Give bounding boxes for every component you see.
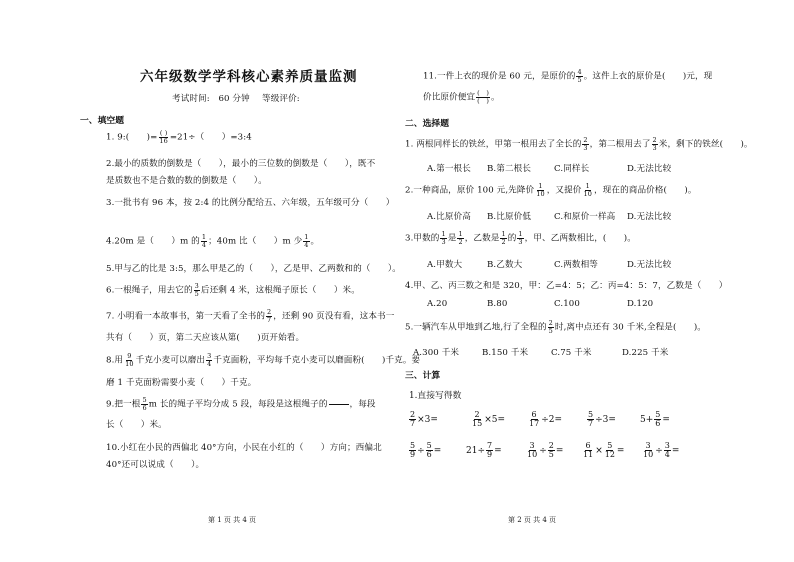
question-6: 6.一根绳子，用去它的 $\frac{3}{5}$ 后还剩 4 米，这根绳子原长（ ）米。	[106, 282, 360, 298]
choice-3-option-a[interactable]: A.甲数大	[427, 260, 463, 270]
calc-1-5: 5+ $\frac{5}{6}$ =	[640, 410, 670, 428]
question-7-line-2: 共有（ ）页，第二天应该从第( )页开始看。	[106, 333, 305, 343]
choice-2-option-d[interactable]: D.无法比较	[627, 212, 672, 222]
exam-time: 考试时间: 60 分钟	[172, 94, 250, 104]
question-7-line-1: 7. 小明看一本故事书，第一天看了全书的 $\frac{2}{7}$ ，还剩 90 页没有看，这本书一	[106, 308, 395, 324]
choice-5-option-d[interactable]: D.225 千米	[622, 348, 669, 358]
calc-2-5: $\frac{3}{10}$ ÷ $\frac{3}{4}$ =	[643, 441, 680, 459]
choice-4: 4.甲、乙、丙三数之和是 320，甲：乙=4：5；乙：丙=4：5：7，乙数是（ ）	[405, 281, 728, 291]
choice-5-option-a[interactable]: A.300 千米	[413, 348, 460, 358]
choice-2-option-c[interactable]: C.和原价一样高	[554, 212, 616, 222]
question-11-line-2: 价比原价便宜 $\frac{( )}{( )}$ 。	[423, 89, 500, 105]
calc-subtitle: 1.直接写得数	[409, 391, 462, 401]
question-11-line-1: 11.一件上衣的现价是 60 元，是原价的 $\frac{4}{5}$ 。这件上衣的原价是( )元，现	[423, 68, 713, 84]
calc-2-2: 21÷ $\frac{7}{9}$ =	[466, 441, 502, 459]
question-8-line-2: 磨 1 千克面粉需要小麦（ ）千克。	[106, 378, 257, 388]
calc-2-4: $\frac{6}{11}$ × $\frac{5}{12}$ =	[583, 441, 625, 459]
choice-3: 3.甲数的 $\frac{1}{3}$ 是 $\frac{1}{2}$ ，乙数是 $\frac{1}{2}$ 的 $\frac{1}{3}$ ，甲、乙两数相比，( )。	[405, 230, 636, 246]
calc-1-1: $\frac{2}{7}$ ×3=	[410, 410, 438, 428]
choice-4-option-d[interactable]: D.120	[627, 299, 654, 309]
question-8-line-1: 8.用 $\frac{9}{10}$ 千克小麦可以磨出 $\frac{3}{4}$ 千克面粉，平均每千克小麦可以磨面粉( )千克。要	[106, 352, 421, 368]
question-4: 4.20m 是（ ）m 的 $\frac{1}{4}$ ；40m 比（ ）m 少 $\frac{1}{4}$ 。	[106, 233, 320, 249]
choice-2: 2.一种商品，原价 100 元,先降价 $\frac{1}{10}$ ，又提价 $\frac{1}{10}$ ，现在的商品价格( )。	[405, 182, 697, 198]
choice-5: 5.一辆汽车从甲地到乙地,行了全程的 $\frac{2}{5}$ 时,离中点还有 30 千米,全程是( )。	[405, 319, 706, 335]
question-3: 3.一批书有 96 本，按 2:4 的比例分配给五、六年级，五年级可分（ ）	[106, 198, 395, 208]
question-10-line-1: 10.小红在小民的西偏北 40°方向，小民在小红的（ ）方向；西偏北	[106, 443, 382, 453]
question-1: 1. 9:( )= $\frac{( )}{16}$ =21÷（ ）=3:4	[106, 129, 252, 145]
calc-2-3: $\frac{3}{10}$ ÷ $\frac{2}{5}$ =	[527, 441, 564, 459]
choice-1-option-c[interactable]: C.同样长	[554, 164, 590, 174]
choice-5-option-b[interactable]: B.150 千米	[482, 348, 529, 358]
grade-eval: 等级评价:	[262, 94, 300, 104]
question-9-line-2: 长（ ）米。	[106, 420, 167, 430]
choice-4-option-b[interactable]: B.80	[487, 299, 508, 309]
question-5: 5.甲与乙的比是 3:5，那么甲是乙的（ ），乙是甲、乙两数和的（ ）。	[106, 264, 401, 274]
calc-1-2: $\frac{2}{15}$ ×5=	[472, 410, 505, 428]
question-2-line-2: 是质数也不是合数的数的倒数是（ ）。	[106, 176, 267, 186]
choice-4-option-c[interactable]: C.100	[554, 299, 580, 309]
calc-2-1: $\frac{5}{9}$ ÷ $\frac{5}{6}$ =	[410, 441, 442, 459]
question-9-line-1: 9.把一根 $\frac{5}{6}$ m 长的绳子平均分成 5 段，每段是这根绳子的 ，每段	[106, 396, 376, 412]
question-2-line-1: 2.最小的质数的倒数是（ ），最小的三位数的倒数是（ ），既不	[106, 159, 376, 169]
choice-1: 1. 两根同样长的铁丝，甲第一根用去了全长的 $\frac{2}{3}$ ，第二根用去了 $\frac{2}{3}$ 米，剩下的铁丝( )。	[405, 136, 753, 152]
choice-4-option-a[interactable]: A.20	[427, 299, 448, 309]
choice-3-option-d[interactable]: D.无法比较	[627, 260, 672, 270]
choice-3-option-b[interactable]: B.乙数大	[487, 260, 523, 270]
section-calculation: 三、计算	[405, 371, 441, 381]
calc-1-3: $\frac{6}{17}$ ÷2=	[529, 410, 562, 428]
choice-1-option-a[interactable]: A.第一根长	[427, 164, 471, 174]
choice-5-option-c[interactable]: C.75 千米	[551, 348, 592, 358]
calc-1-4: $\frac{5}{7}$ ÷3=	[588, 410, 616, 428]
question-10-line-2: 40°还可以说成（ ）。	[106, 460, 205, 470]
footer-page-2: 第 2 页 共 4 页	[508, 516, 557, 524]
choice-1-option-b[interactable]: B.第二根长	[487, 164, 532, 174]
exam-title: 六年级数学学科核心素养质量监测	[140, 69, 358, 85]
choice-2-option-b[interactable]: B.比原价低	[487, 212, 532, 222]
choice-2-option-a[interactable]: A.比原价高	[427, 212, 471, 222]
section-multiple-choice: 二、选择题	[405, 119, 449, 129]
footer-page-1: 第 1 页 共 4 页	[208, 516, 257, 524]
section-fill-blank: 一、填空题	[80, 116, 124, 126]
choice-3-option-c[interactable]: C.两数相等	[554, 260, 598, 270]
choice-1-option-d[interactable]: D.无法比较	[627, 164, 672, 174]
